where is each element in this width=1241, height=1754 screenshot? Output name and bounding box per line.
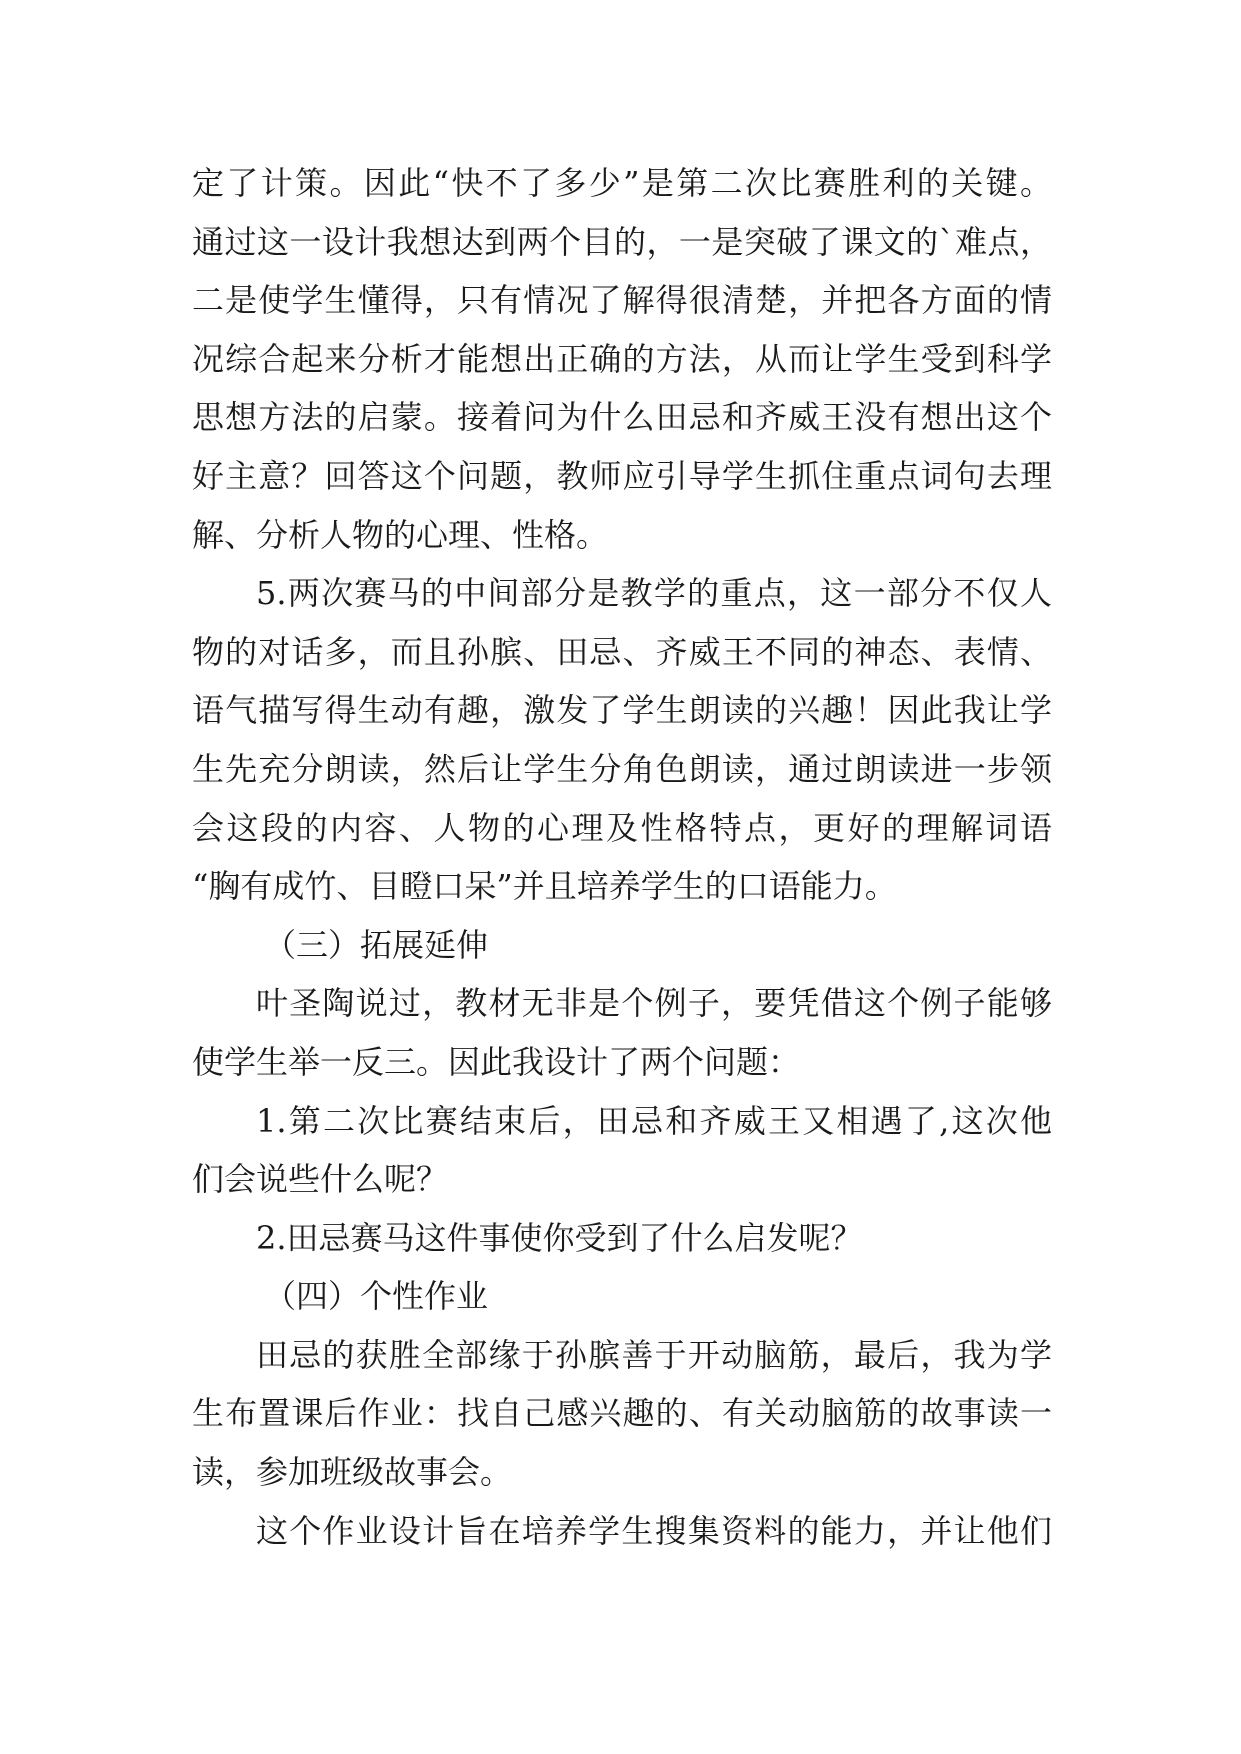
text-line: 通过这一设计我想达到两个目的，一是突破了课文的`难点， bbox=[192, 222, 1052, 261]
text-line: 解、分析人物的心理、性格。 bbox=[192, 515, 609, 554]
text-line: 读，参加班级故事会。 bbox=[192, 1453, 513, 1492]
text-line: 使学生举一反三。因此我设计了两个问题： bbox=[192, 1042, 801, 1081]
text-line: 况综合起来分析才能想出正确的方法，从而让学生受到科学 bbox=[192, 339, 1052, 378]
text-line: 好主意？回答这个问题，教师应引导学生抓住重点词句去理 bbox=[192, 456, 1052, 495]
text-line: 5.两次赛马的中间部分是教学的重点，这一部分不仅人 bbox=[256, 574, 1052, 613]
text-line: 会这段的内容、人物的心理及性格特点，更好的理解词语 bbox=[192, 808, 1052, 847]
text-line: 田忌的获胜全部缘于孙膑善于开动脑筋，最后，我为学 bbox=[256, 1335, 1052, 1374]
text-line: 2.田忌赛马这件事使你受到了什么启发呢？ bbox=[256, 1218, 863, 1257]
text-line: 定了计策。因此“快不了多少”是第二次比赛胜利的关键。 bbox=[192, 164, 1052, 202]
text-line: 生布置课后作业：找自己感兴趣的、有关动脑筋的故事读一 bbox=[192, 1394, 1052, 1433]
text-line: 这个作业设计旨在培养学生搜集资料的能力，并让他们 bbox=[256, 1511, 1052, 1550]
text-line: 生先充分朗读，然后让学生分角色朗读，通过朗读进一步领 bbox=[192, 749, 1052, 788]
section-heading: （三）拓展延伸 bbox=[264, 925, 489, 964]
section-heading: （四）个性作业 bbox=[264, 1277, 489, 1316]
text-line: “胸有成竹、目瞪口呆”并且培养学生的口语能力。 bbox=[192, 867, 897, 906]
text-line: 们会说些什么呢？ bbox=[192, 1160, 449, 1199]
body-text bbox=[192, 154, 1052, 1560]
text-line: 叶圣陶说过，教材无非是个例子，要凭借这个例子能够 bbox=[256, 984, 1052, 1023]
text-line: 二是使学生懂得，只有情况了解得很清楚，并把各方面的情 bbox=[192, 281, 1052, 320]
text-line: 1.第二次比赛结束后，田忌和齐威王又相遇了,这次他 bbox=[256, 1101, 1052, 1140]
text-line: 思想方法的启蒙。接着问为什么田忌和齐威王没有想出这个 bbox=[192, 398, 1052, 437]
text-line: 语气描写得生动有趣，激发了学生朗读的兴趣！因此我让学 bbox=[192, 691, 1052, 730]
text-line: 物的对话多，而且孙膑、田忌、齐威王不同的神态、表情、 bbox=[192, 632, 1052, 671]
